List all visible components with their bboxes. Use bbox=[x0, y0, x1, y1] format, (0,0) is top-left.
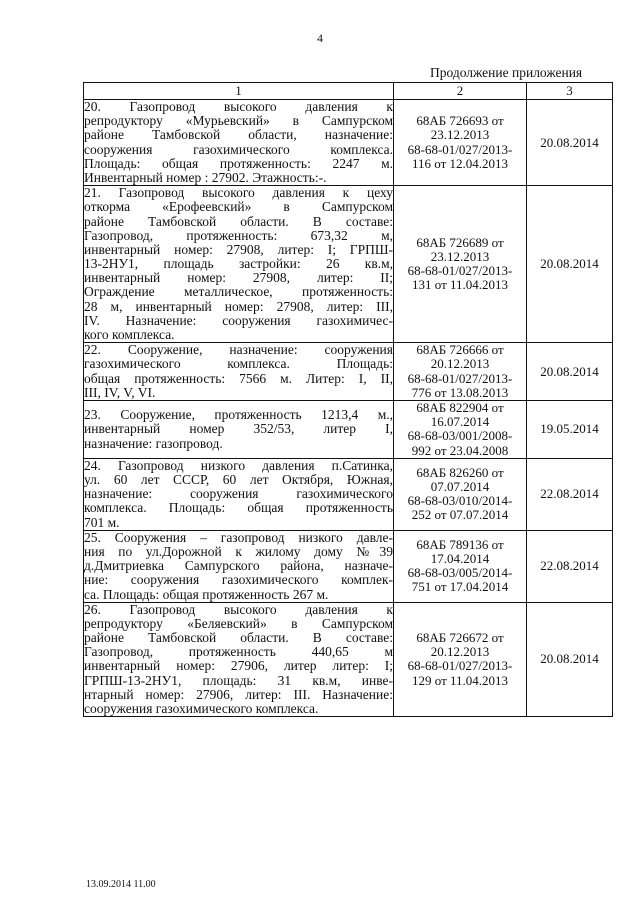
table-row bbox=[84, 343, 613, 401]
registration-line: 23.12.2013 bbox=[430, 248, 490, 264]
description-line: ние: сооружения газохимического комплек- bbox=[84, 572, 393, 588]
registration-record bbox=[394, 458, 527, 530]
registration-line: 131 от 11.04.2013 bbox=[411, 277, 509, 293]
description-line: кого комплекса. bbox=[84, 327, 175, 342]
registration-record bbox=[394, 602, 527, 717]
description-line: комплекса. Площадь: общая протяженность bbox=[84, 500, 393, 516]
description-line: IV. Назначение: сооружения газохимичес- bbox=[84, 312, 393, 328]
table-row bbox=[84, 458, 613, 530]
page-number: 4 bbox=[317, 31, 323, 45]
description-line: 701 м. bbox=[84, 514, 120, 530]
header-col-2: 2 bbox=[394, 83, 527, 100]
description-line: ГРПШ-13-2НУ1, площадь: 31 кв.м, инве- bbox=[84, 672, 393, 688]
object-description bbox=[84, 186, 394, 343]
description-line: 22. Сооружение, назначение: сооружения bbox=[84, 342, 393, 358]
table-row bbox=[84, 530, 613, 602]
description-line: инвентарный номер 352/53, литер I, bbox=[84, 421, 393, 437]
header-col-1: 1 bbox=[84, 83, 394, 100]
record-date: 20.08.2014 bbox=[527, 186, 613, 343]
registration-line: 116 от 12.04.2013 bbox=[411, 155, 509, 171]
table-row bbox=[84, 186, 613, 343]
registration-line: 68-68-03/010/2014- bbox=[407, 493, 513, 509]
description-line: 20. Газопровод высокого давления к bbox=[84, 99, 393, 114]
registration-line: 992 от 23.04.2008 bbox=[411, 442, 509, 458]
description-line: ул. 60 лет СССР, 60 лет Октября, Южная, bbox=[84, 472, 393, 487]
registration-line: 68АБ 726693 от bbox=[416, 113, 504, 129]
description-line: Инвентарный номер : 27902. Этажность:-. bbox=[84, 169, 327, 185]
record-date: 22.08.2014 bbox=[527, 530, 613, 602]
registration-line: 68АБ 726666 от bbox=[416, 342, 504, 358]
description-line: нтарный номер: 27906, литер: III. Назначение: bbox=[84, 686, 393, 702]
registration-line: 17.04.2014 bbox=[430, 551, 490, 567]
registration-line: 68-68-01/027/2013- bbox=[407, 370, 513, 386]
description-line: инвентарный номер: 27906, литер литер: I; bbox=[84, 658, 393, 674]
registration-line: 68-68-01/027/2013- bbox=[407, 263, 513, 279]
registration-line: 68АБ 726672 от bbox=[416, 630, 504, 646]
header-col-3: 3 bbox=[527, 83, 613, 100]
registration-line: 07.07.2014 bbox=[430, 479, 490, 495]
description-line: репродуктору «Мурьевский» в Сампурском bbox=[84, 113, 393, 129]
header-row bbox=[84, 83, 613, 100]
registration-record bbox=[394, 100, 527, 186]
registration-line: 16.07.2014 bbox=[430, 414, 490, 430]
description-line: Газопровод, протяженность 440,65 м bbox=[84, 644, 393, 660]
record-date: 20.08.2014 bbox=[527, 343, 613, 401]
registration-line: 68-68-01/027/2013- bbox=[407, 141, 513, 157]
registration-record bbox=[394, 343, 527, 401]
object-description bbox=[84, 343, 394, 401]
record-date: 20.08.2014 bbox=[527, 602, 613, 717]
object-description bbox=[84, 602, 394, 717]
registration-line: 68-68-03/001/2008- bbox=[407, 428, 513, 444]
registration-record bbox=[394, 186, 527, 343]
table-row bbox=[84, 100, 613, 186]
registration-record bbox=[394, 401, 527, 459]
description-line: д.Дмитриевка Сампурского района, назначе- bbox=[84, 558, 393, 574]
description-line: сооружения газохимического комплекса. bbox=[84, 701, 319, 716]
description-line: 13-2НУ1, площадь застройки: 26 кв.м, bbox=[84, 256, 393, 272]
description-line: са. Площадь: общая протяженность 267 м. bbox=[84, 586, 329, 602]
registration-line: 68АБ 789136 от bbox=[416, 536, 504, 552]
record-date: 19.05.2014 bbox=[527, 401, 613, 459]
continuation-label: Продолжение приложения bbox=[430, 65, 583, 80]
description-line: инвентарный номер: 27908, литер: I; ГРПШ- bbox=[84, 241, 393, 257]
description-line: общая протяженность: 7566 м. Литер: I, II, bbox=[84, 370, 393, 386]
description-line: 23. Сооружение, протяженность 1213,4 м., bbox=[84, 407, 393, 423]
description-line: районе Тамбовской области. В составе: bbox=[84, 630, 393, 646]
description-line: 25. Сооружения – газопровод низкого давле- bbox=[84, 529, 393, 545]
description-line: 21. Газопровод высокого давления к цеху bbox=[84, 185, 393, 201]
description-line: назначение: газопровод. bbox=[84, 435, 223, 451]
description-line: ния по ул.Дорожной к жилому дому №39 bbox=[84, 543, 393, 559]
footer-timestamp: 13.09.2014 11.00 bbox=[86, 879, 156, 890]
registration-line: 129 от 11.04.2013 bbox=[411, 672, 509, 688]
record-date: 22.08.2014 bbox=[527, 458, 613, 530]
description-line: районе Тамбовской области, назначение: bbox=[84, 127, 393, 143]
registration-record bbox=[394, 530, 527, 602]
registration-line: 68АБ 822904 от bbox=[416, 400, 504, 415]
description-line: Ограждение металлическое, протяженность: bbox=[84, 284, 393, 300]
object-description bbox=[84, 100, 394, 186]
registration-line: 776 от 13.08.2013 bbox=[411, 384, 509, 400]
object-description bbox=[84, 530, 394, 602]
description-line: III, IV, V, VI. bbox=[84, 384, 156, 400]
object-description bbox=[84, 458, 394, 530]
description-line: репродуктору «Беляевский» в Сампурском bbox=[84, 615, 393, 631]
description-line: Газопровод, протяженность: 673,32 м, bbox=[84, 227, 393, 243]
registration-line: 252 от 07.07.2014 bbox=[411, 507, 509, 523]
description-line: инвентарный номер: 27908, литер: II; bbox=[84, 270, 393, 286]
registration-line: 68АБ 826260 от bbox=[416, 464, 504, 480]
description-line: сооружения газохимического комплекса. bbox=[84, 141, 393, 157]
registration-line: 68-68-01/027/2013- bbox=[407, 658, 513, 674]
table-row bbox=[84, 602, 613, 717]
registration-line: 23.12.2013 bbox=[430, 127, 490, 143]
description-line: откорма «Ерофеевский» в Сампурском bbox=[84, 199, 393, 215]
registration-line: 20.12.2013 bbox=[430, 356, 490, 372]
registration-line: 751 от 17.04.2014 bbox=[411, 579, 509, 595]
table-row bbox=[84, 401, 613, 459]
record-date: 20.08.2014 bbox=[527, 100, 613, 186]
object-description bbox=[84, 401, 394, 459]
registration-line: 68АБ 726689 от bbox=[416, 234, 504, 250]
registry-table bbox=[83, 82, 613, 717]
description-line: районе Тамбовской области. В составе: bbox=[84, 213, 393, 229]
registration-line: 20.12.2013 bbox=[430, 644, 490, 660]
description-line: Площадь: общая протяженность: 2247 м. bbox=[84, 155, 393, 171]
description-line: газохимического комплекса. Площадь: bbox=[84, 356, 393, 372]
registration-line: 68-68-03/005/2014- bbox=[407, 565, 513, 581]
description-line: 26. Газопровод высокого давления к bbox=[84, 601, 393, 617]
description-line: 28 м, инвентарный номер: 27908, литер: III, bbox=[84, 298, 393, 314]
description-line: назначение: сооружения газохимического bbox=[84, 486, 393, 502]
description-line: 24. Газопровод низкого давления п.Сатинка, bbox=[84, 457, 393, 473]
